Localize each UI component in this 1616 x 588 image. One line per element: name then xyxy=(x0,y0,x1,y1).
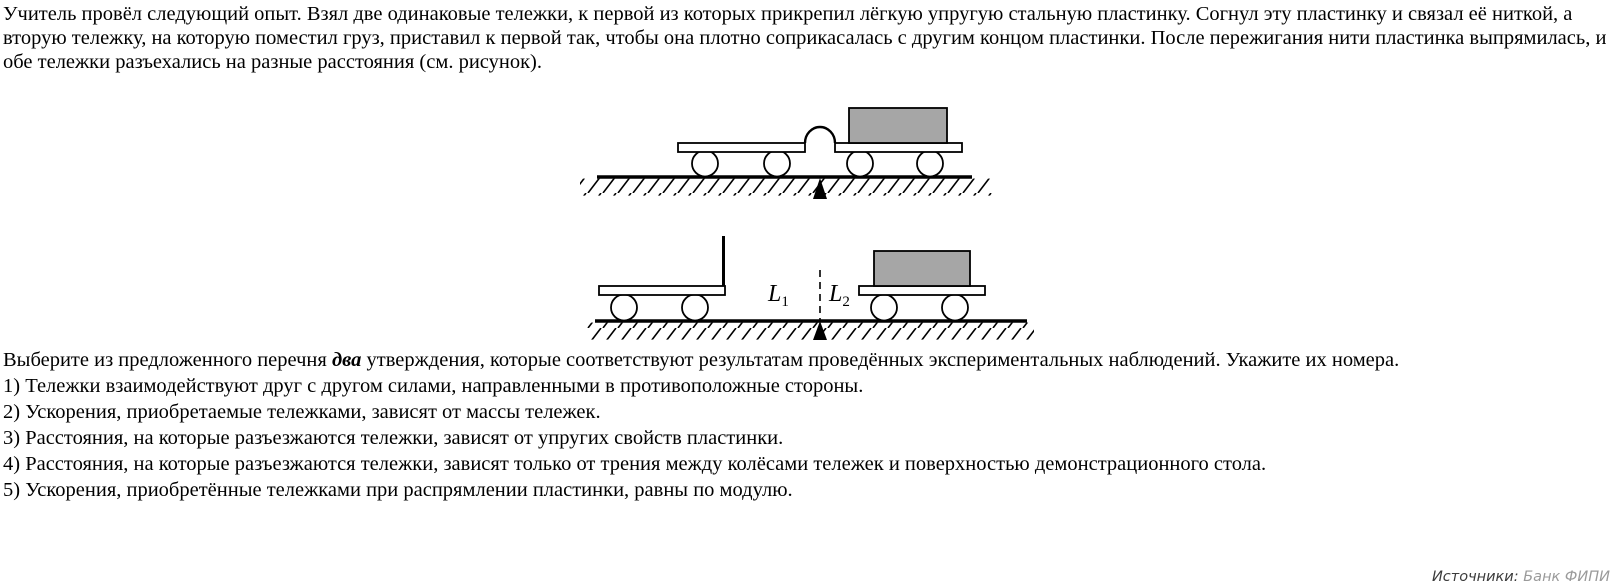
right-cart-platform xyxy=(835,143,962,152)
option-3 xyxy=(3,425,1609,451)
options-list xyxy=(3,373,1609,503)
wheel xyxy=(847,150,873,176)
option-number: 4) xyxy=(3,452,21,475)
option-text: Ускорения, приобретённые тележками при распрямлении пластинки, равны по модулю. xyxy=(25,478,793,501)
experiment-figure xyxy=(3,91,1610,341)
wheel xyxy=(611,294,637,320)
problem-intro-text: Учитель провёл следующий опыт. Взял две одинаковые тележки, к первой из которых прикрепил лёгкую упругую стальную пластинку. Согнул эту пластинку и связал её ниткой, а вторую тележку, на которую поместил груз, приставил к первой так, чтобы она плотно соприкасалась с другим концом пластинки. После пережигания нити пластинка выпрямилась, и обе тележки разъехались на разные расстояния (см. рисунок). xyxy=(3,3,1607,74)
sources-label: Источники: xyxy=(1431,569,1519,585)
source-name: Банк ФИПИ xyxy=(1523,569,1610,585)
distance-label-l1: $L_1$ xyxy=(767,280,789,310)
option-number: 2) xyxy=(3,400,21,423)
question-emphasis: два xyxy=(331,348,362,371)
wheel xyxy=(682,294,708,320)
option-text: Тележки взаимодействуют друг с другом силами, направленными в противоположные стороны. xyxy=(25,374,864,397)
option-5 xyxy=(3,477,1609,503)
ground-hatching xyxy=(580,178,992,195)
question-part2: утверждения, которые соответствуют результатам проведённых экспериментальных наблюдений. Укажите их номера. xyxy=(361,348,1400,371)
option-2 xyxy=(3,399,1609,425)
right-cart-platform xyxy=(859,286,985,295)
question-part1: Выберите из предложенного перечня xyxy=(3,348,332,371)
option-number: 5) xyxy=(3,478,21,501)
source-attribution xyxy=(1432,569,1610,585)
left-cart-platform xyxy=(678,143,805,152)
option-4 xyxy=(3,451,1609,477)
option-number: 1) xyxy=(3,374,21,397)
question-text xyxy=(3,347,1609,373)
load-box xyxy=(849,108,947,143)
wheel xyxy=(917,150,943,176)
wheel xyxy=(692,150,718,176)
wheel xyxy=(942,294,968,320)
load-box xyxy=(874,251,970,286)
bent-plate-arch xyxy=(805,127,835,143)
wheel xyxy=(871,294,897,320)
option-number: 3) xyxy=(3,426,21,449)
wheel xyxy=(764,150,790,176)
figure-after-burning xyxy=(572,226,1042,341)
option-text: Расстояния, на которые разъезжаются тележки, зависят от упругих свойств пластинки. xyxy=(25,426,784,449)
figure-before-burning xyxy=(572,91,1042,206)
option-text: Ускорения, приобретаемые тележками, зависят от массы тележек. xyxy=(25,400,601,423)
left-cart-platform xyxy=(599,286,725,295)
distance-label-l2: $L_2$ xyxy=(828,280,850,310)
option-1 xyxy=(3,373,1609,399)
ground-hatching xyxy=(587,322,1034,339)
option-text: Расстояния, на которые разъезжаются тележки, зависят только от трения между колёсами тележек и поверхностью демонстрационного стола. xyxy=(25,452,1267,475)
